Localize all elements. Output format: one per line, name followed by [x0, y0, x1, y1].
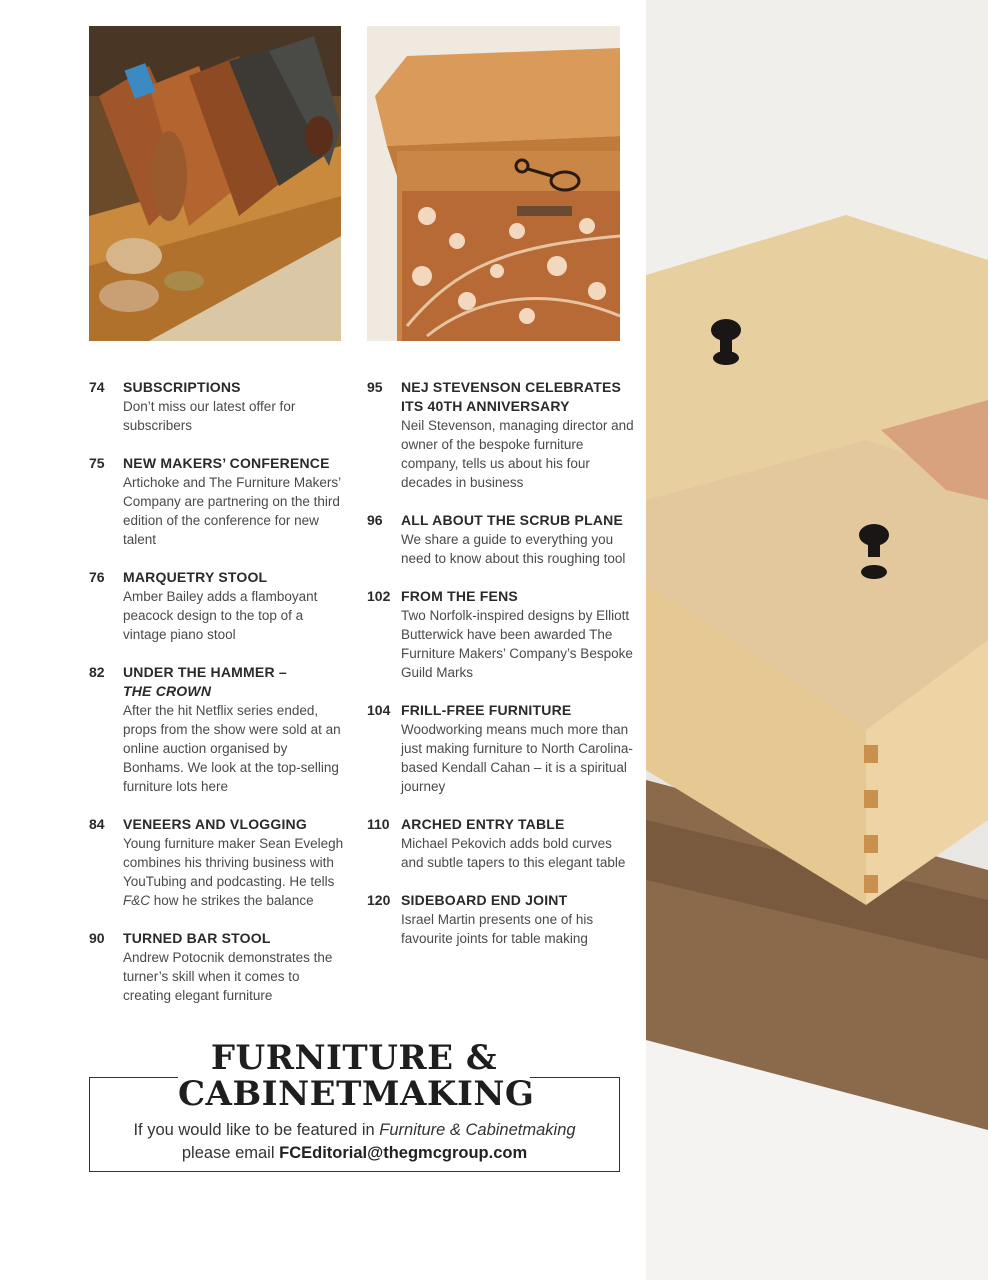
entry-body	[401, 378, 637, 492]
entry-title-text: ARCHED ENTRY TABLE	[401, 816, 565, 832]
entry-title-text: UNDER THE HAMMER –	[123, 664, 287, 680]
page-number: 102	[367, 588, 391, 604]
entry-description	[401, 834, 637, 872]
contents-right-column	[367, 378, 637, 967]
page-number: 84	[89, 816, 105, 832]
entry-title	[123, 378, 349, 397]
contents-left-column	[89, 378, 349, 1024]
entry-description-text: Don’t miss our latest offer for subscribers	[123, 399, 296, 433]
contents-entry[interactable]	[89, 815, 349, 910]
contents-entry[interactable]	[89, 378, 349, 435]
magazine-title	[178, 1038, 535, 1114]
entry-description-italic: F&C	[123, 893, 150, 908]
entry-title	[123, 929, 349, 948]
entry-description-text: Young furniture maker Sean Evelegh combines his thriving business with YouTubing and podcasting. He tells	[123, 836, 344, 889]
entry-title	[123, 568, 349, 587]
contents-entry[interactable]	[367, 815, 637, 872]
contents-entry[interactable]	[89, 454, 349, 549]
entry-description	[123, 397, 349, 435]
callout-email-link[interactable]: FCEditorial@thegmcgroup.com	[279, 1144, 528, 1162]
entry-title-text: VENEERS AND VLOGGING	[123, 816, 307, 832]
entry-title	[401, 378, 637, 416]
entry-description	[401, 910, 637, 948]
entry-title	[401, 587, 637, 606]
callout-publication-name: Furniture & Cabinetmaking	[379, 1121, 576, 1139]
hand-planes-photo	[89, 26, 341, 341]
entry-body	[123, 568, 349, 644]
entry-description-text: Andrew Potocnik demonstrates the turner’s skill when it comes to creating elegant furniture	[123, 950, 333, 1003]
entry-title-text: NEW MAKERS’ CONFERENCE	[123, 455, 330, 471]
entry-description	[123, 834, 349, 910]
callout-text-before: If you would like to be featured in	[133, 1121, 375, 1139]
entry-description	[401, 606, 637, 682]
entry-title-text: NEJ STEVENSON CELEBRATES ITS 40TH ANNIVERSARY	[401, 379, 622, 414]
contents-entry[interactable]	[89, 929, 349, 1005]
entry-body	[401, 891, 637, 948]
contents-entry[interactable]	[367, 701, 637, 796]
page-number: 110	[367, 816, 390, 832]
contents-entry[interactable]	[367, 511, 637, 568]
entry-title-italic: THE CROWN	[123, 683, 212, 699]
entry-title-text: SUBSCRIPTIONS	[123, 379, 241, 395]
entry-title	[401, 815, 637, 834]
magazine-title-line1: FURNITURE &	[210, 1038, 498, 1078]
entry-description-text: After the hit Netflix series ended, props from the show were sold at an online auction organised by Bonhams. We look at the top-selling furniture lots here	[123, 703, 341, 794]
page-number: 76	[89, 569, 105, 585]
entry-description-text: Artichoke and The Furniture Makers’ Company are partnering on the third edition of the conference for new talent	[123, 475, 341, 547]
contents-entry[interactable]	[367, 378, 637, 492]
page-number: 95	[367, 379, 383, 395]
entry-description	[401, 416, 637, 492]
entry-description	[123, 587, 349, 644]
entry-description	[401, 720, 637, 796]
entry-description-text: Michael Pekovich adds bold curves and subtle tapers to this elegant table	[401, 836, 626, 870]
entry-description	[401, 530, 637, 568]
entry-description-text: Woodworking means much more than just making furniture to North Carolina-based Kendall Cahan – it is a spiritual journey	[401, 722, 633, 794]
entry-title-text: FROM THE FENS	[401, 588, 518, 604]
entry-body	[401, 587, 637, 682]
entry-title-text: FRILL-FREE FURNITURE	[401, 702, 572, 718]
feature-callout-text	[90, 1119, 619, 1165]
entry-body	[123, 929, 349, 1005]
entry-body	[401, 511, 637, 568]
entry-title	[123, 663, 349, 701]
page-number: 82	[89, 664, 105, 680]
callout-text-after: please email	[181, 1144, 275, 1162]
entry-description-text: We share a guide to everything you need to know about this roughing tool	[401, 532, 626, 566]
page-number: 96	[367, 512, 383, 528]
entry-description	[123, 473, 349, 549]
entry-title	[123, 454, 349, 473]
magazine-title-line2: CABINETMAKING	[178, 1074, 535, 1114]
page-number: 104	[367, 702, 391, 718]
page-number: 75	[89, 455, 105, 471]
entry-description	[123, 701, 349, 796]
entry-description-text: Amber Bailey adds a flamboyant peacock design to the top of a vintage piano stool	[123, 589, 318, 642]
contents-entry[interactable]	[89, 568, 349, 644]
entry-title-text: ALL ABOUT THE SCRUB PLANE	[401, 512, 623, 528]
entry-title	[401, 511, 637, 530]
contents-entry[interactable]	[89, 663, 349, 796]
page-number: 120	[367, 892, 391, 908]
entry-description-tail: how he strikes the balance	[153, 893, 314, 908]
page-number: 74	[89, 379, 105, 395]
entry-body	[123, 815, 349, 910]
entry-body	[123, 378, 349, 435]
entry-body	[123, 663, 349, 796]
entry-title	[401, 891, 637, 910]
entry-title-text: MARQUETRY STOOL	[123, 569, 268, 585]
entry-title	[123, 815, 349, 834]
entry-description-text: Israel Martin presents one of his favourite joints for table making	[401, 912, 594, 946]
entry-description	[123, 948, 349, 1005]
entry-title-text: TURNED BAR STOOL	[123, 930, 271, 946]
entry-title-text: SIDEBOARD END JOINT	[401, 892, 568, 908]
page-number: 90	[89, 930, 105, 946]
entry-body	[401, 815, 637, 872]
entry-body	[123, 454, 349, 549]
contents-entry[interactable]	[367, 891, 637, 948]
wooden-boxes-photo	[646, 0, 988, 1280]
entry-description-text: Two Norfolk-inspired designs by Elliott Butterwick have been awarded The Furniture Makers’ Company’s Bespoke Guild Marks	[401, 608, 633, 680]
cabinet-photo	[367, 26, 620, 341]
contents-entry[interactable]	[367, 587, 637, 682]
entry-title	[401, 701, 637, 720]
entry-body	[401, 701, 637, 796]
entry-description-text: Neil Stevenson, managing director and owner of the bespoke furniture company, tells us about his four decades in business	[401, 418, 634, 490]
